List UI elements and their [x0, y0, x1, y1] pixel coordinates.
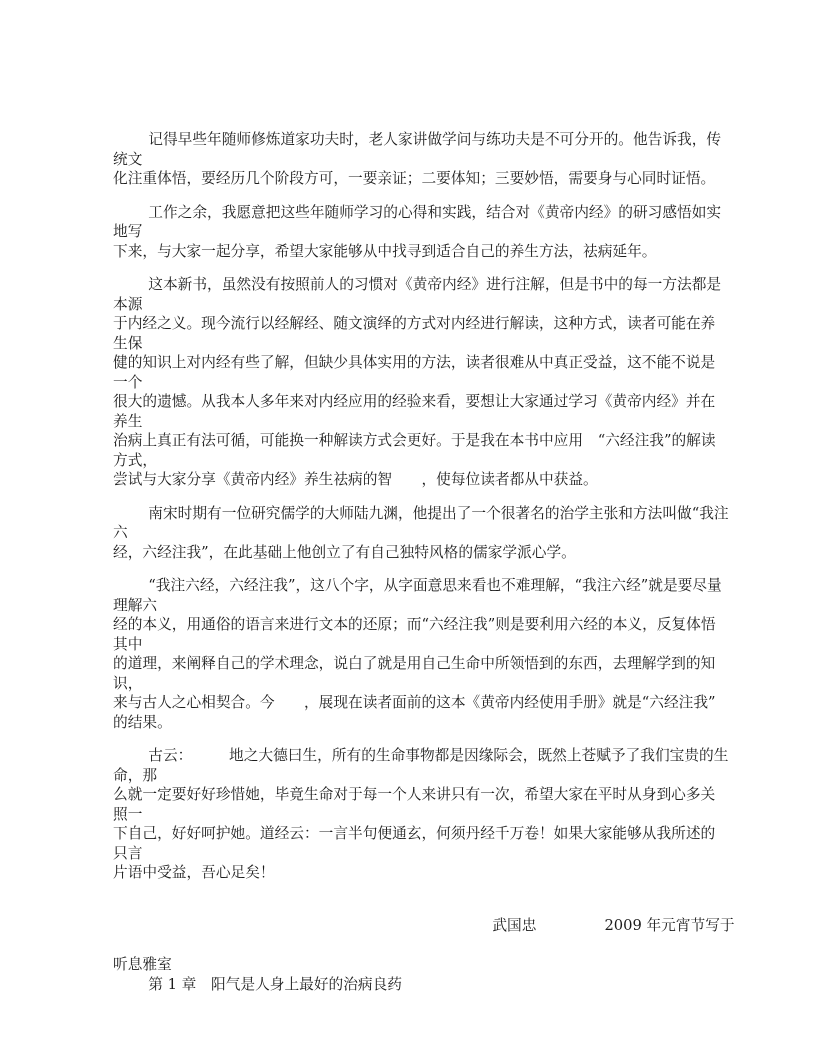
text-line: 南宋时期有一位研究儒学的大师陆九渊，他提出了一个很著名的治学主张和方法叫做“我注 [148, 504, 729, 522]
paragraph [113, 203, 722, 262]
text-line: 记得早些年随师修炼道家功夫时，老人家讲做学问与练功夫是不可分开的。他告诉我，传 [148, 131, 722, 148]
chapter-heading: 第 1 章 阳气是人身上最好的治病良药 [148, 975, 402, 993]
paragraph [113, 746, 729, 883]
text-line: 的道理，来阐释自己的学术理念，说白了就是用自己生命中所领悟到的东西，去理解学到的知 [113, 655, 716, 672]
document-body [113, 130, 735, 1008]
text-line: 这本新书，虽然没有按照前人的习惯对《黄帝内经》进行注解，但是书中的每一方法都是 [148, 276, 722, 293]
signature-date: 2009 年元宵节写于 [604, 917, 735, 934]
text-line: 古云： 地之大德曰生，所有的生命事物都是因缘际会，既然上苍赋予了我们宝贵的生 [148, 747, 729, 764]
signature-place: 听息雅室 [113, 956, 172, 973]
text-line: 下来，与大家一起分享，希望大家能够从中找寻到适合自己的养生方法，祛病延年。 [113, 242, 657, 260]
text-line: 来与古人之心相契合。今 ，展现在读者面前的这本《黄帝内经使用手册》就是“六经注我” [113, 694, 716, 711]
text-line: 片语中受益，吾心足矣！ [113, 864, 275, 881]
text-line: 一个 [113, 373, 143, 391]
text-line: 方式， [113, 451, 158, 469]
text-line: 很大的遗憾。从我本人多年来对内经应用的经验来看，要想让大家通过学习《黄帝内经》并在 [113, 393, 716, 410]
paragraph [113, 504, 729, 563]
text-line: 本源 [113, 295, 143, 313]
text-line: 尝试与大家分享《黄帝内经》养生祛病的智 ，使每位读者都从中获益。 [113, 471, 598, 488]
text-line: 只言 [113, 844, 143, 862]
text-line: 六 [113, 524, 128, 541]
text-line: 化注重体悟，要经历几个阶段方可，一要亲证；二要体知；三要妙悟，需要身与心同时证悟。 [113, 170, 716, 187]
signature-block [113, 897, 735, 995]
paragraphs-container [113, 130, 729, 883]
text-line: 工作之余，我愿意把这些年随师学习的心得和实践，结合对《黄帝内经》的研习感悟如实 [148, 203, 722, 221]
paragraph [113, 576, 722, 732]
text-line: 照一 [113, 805, 143, 823]
text-line: 命，那 [113, 766, 158, 784]
text-line: 理解六 [113, 596, 158, 614]
text-line: 的结果。 [113, 713, 172, 731]
text-line: 识， [113, 674, 143, 692]
text-line: 健的知识上对内经有些了解，但缺少具体实用的方法，读者很难从中真正受益，这不能不说是 [113, 354, 716, 371]
text-line: 其中 [113, 635, 143, 653]
text-line: 于内经之义。现今流行以经解经、随文演绎的方式对内经进行解读，这种方式，读者可能在养 [113, 315, 716, 332]
text-line: 养生 [113, 412, 143, 430]
text-line: 生保 [113, 334, 143, 352]
text-line: “我注六经，六经注我”，这八个字，从字面意思来看也不难理解，“我注六经”就是要尽量 [148, 577, 722, 594]
text-line: 下自己，好好呵护她。道经云：一言半句便通玄，何须丹经千万卷！如果大家能够从我所述的 [113, 825, 716, 842]
paragraph [113, 275, 722, 490]
text-line: 统文 [113, 150, 143, 168]
paragraph [113, 130, 722, 189]
text-line: 治病上真正有法可循，可能换一种解读方式会更好。于是我在本书中应用 “六经注我”的解读 [113, 432, 716, 449]
text-line: 地写 [113, 223, 143, 240]
text-line: 么就一定要好好珍惜她，毕竟生命对于每一个人来讲只有一次，希望大家在平时从身到心多关 [113, 786, 716, 803]
author-name: 武国忠 [492, 917, 537, 934]
text-line: 经的本义，用通俗的语言来进行文本的还原；而“六经注我”则是要利用六经的本义，反复体悟 [113, 616, 716, 633]
text-line: 经，六经注我”，在此基础上他创立了有自己独特风格的儒家学派心学。 [113, 543, 576, 561]
signature-line [113, 897, 735, 956]
